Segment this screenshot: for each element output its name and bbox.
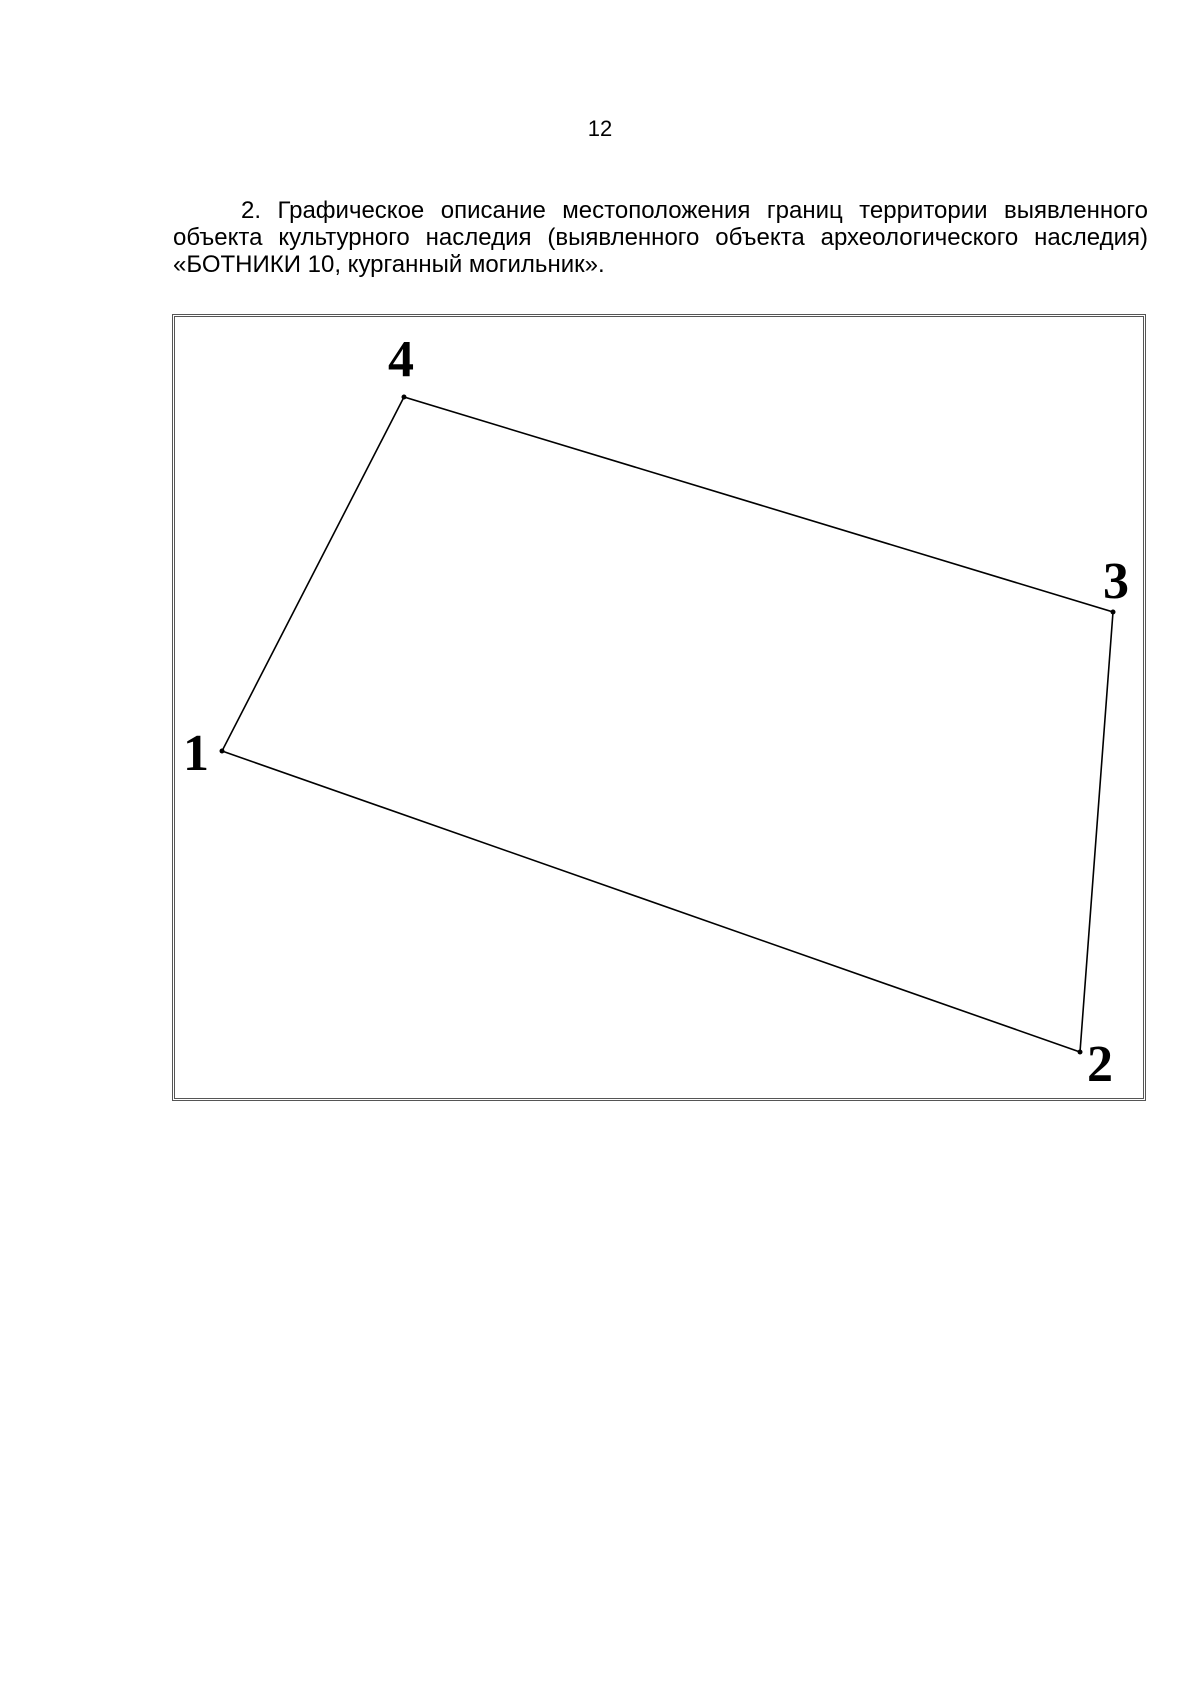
- boundary-point-4: [402, 395, 407, 400]
- point-label-4: 4: [388, 331, 414, 388]
- page-number: 12: [587, 116, 613, 141]
- point-label-3: 3: [1103, 553, 1129, 610]
- boundary-point-2: [1078, 1050, 1083, 1055]
- boundary-point-1: [220, 749, 225, 754]
- boundary-polygon: [222, 397, 1113, 1052]
- point-label-1: 1: [183, 725, 209, 782]
- section-heading: 2. Графическое описание местоположения границ территории выявленного объекта культурного наследия (выявленного объекта археологического наследия) «БОТНИКИ 10, курганный могильник».: [173, 197, 1148, 278]
- boundary-point-3: [1111, 610, 1116, 615]
- point-label-2: 2: [1087, 1036, 1113, 1093]
